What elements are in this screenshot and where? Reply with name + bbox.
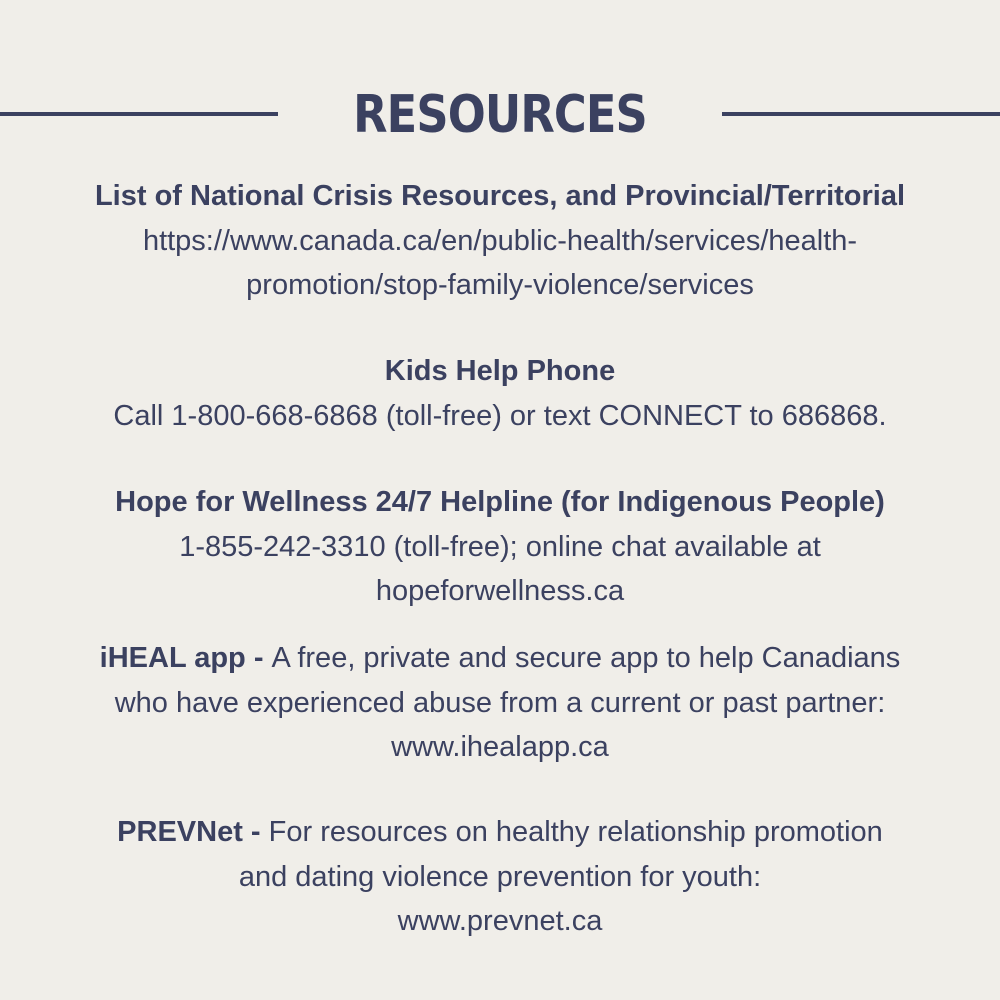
resource-detail-line: and dating violence prevention for youth: bbox=[238, 860, 762, 893]
resource-detail-line: 1-855-242-3310 (toll-free); online chat available at bbox=[179, 530, 821, 563]
resource-description: For resources on healthy relationship promotion bbox=[268, 816, 883, 848]
resource-detail-line: who have experienced abuse from a current or past partner: bbox=[114, 686, 886, 719]
title-rule-right bbox=[722, 112, 1000, 116]
resource-first-line bbox=[0, 810, 1000, 855]
resource-link-line[interactable]: promotion/stop-family-violence/services bbox=[246, 269, 754, 301]
resource-iheal-app bbox=[0, 636, 1000, 770]
page-title: RESOURCES bbox=[353, 85, 647, 145]
resource-heading: Hope for Wellness 24/7 Helpline (for Indigenous People) bbox=[115, 486, 885, 518]
resource-link-line[interactable]: www.prevnet.ca bbox=[397, 905, 603, 937]
resource-link-line[interactable]: www.ihealapp.ca bbox=[391, 731, 609, 763]
resource-heading: iHEAL app - bbox=[99, 642, 272, 674]
resource-link-line[interactable]: https://www.canada.ca/en/public-health/services/health- bbox=[142, 224, 858, 257]
resource-heading: PREVNet - bbox=[117, 816, 269, 848]
resource-first-line bbox=[0, 636, 1000, 681]
resource-heading: Kids Help Phone bbox=[384, 355, 616, 387]
resource-description: A free, private and secure app to help Canadians bbox=[271, 642, 901, 674]
resource-detail-line: Call 1-800-668-6868 (toll-free) or text CONNECT to 686868. bbox=[113, 399, 887, 432]
resource-link-line[interactable]: hopeforwellness.ca bbox=[375, 575, 625, 607]
resource-hope-for-wellness bbox=[0, 480, 1000, 614]
resource-national-crisis bbox=[0, 174, 1000, 308]
resource-kids-help-phone bbox=[0, 349, 1000, 438]
resource-prevnet bbox=[0, 810, 1000, 944]
resource-heading: List of National Crisis Resources, and Provincial/Territorial bbox=[94, 180, 906, 212]
